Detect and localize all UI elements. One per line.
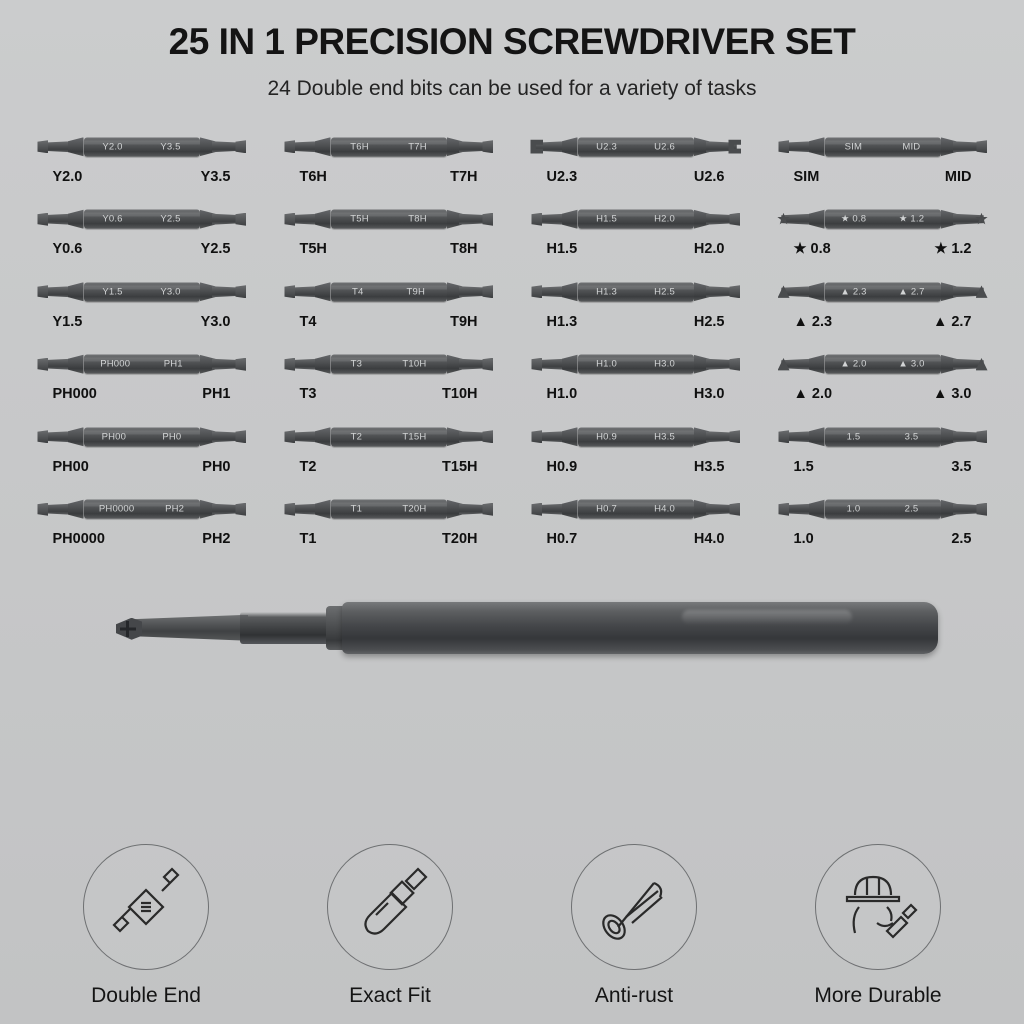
hex-tip-icon — [530, 212, 544, 227]
bit-item — [22, 272, 261, 345]
bit-image — [280, 127, 498, 167]
bit-engraving-right: U2.6 — [654, 141, 675, 153]
bit-image — [774, 489, 992, 529]
phillips-tip-icon — [234, 429, 248, 444]
bit-image — [527, 199, 745, 239]
bit-taper-left — [809, 210, 825, 229]
bit-engraving-left: PH00 — [101, 431, 127, 443]
bit-engraving-right: H4.0 — [654, 503, 675, 515]
bit-image — [33, 344, 251, 384]
flat-tip-icon — [975, 502, 989, 517]
torx-tip-icon — [283, 212, 297, 227]
bit-item — [22, 344, 261, 417]
bit-caption-right: Y2.5 — [200, 241, 231, 258]
bit-item — [763, 417, 1002, 490]
bit-engraving-left: T2 — [350, 431, 363, 443]
torx-tip-icon — [481, 212, 495, 227]
bit-caption-left: H1.5 — [546, 241, 578, 258]
bit-caption — [284, 386, 494, 402]
feature-label: Anti-rust — [594, 984, 674, 1007]
torx-tip-icon — [283, 429, 297, 444]
bit-caption — [37, 531, 247, 547]
bit-image — [527, 344, 745, 384]
bit-caption-right: T7H — [450, 168, 478, 185]
hex-tip-icon — [728, 502, 742, 517]
bit-caption-right: T20H — [442, 531, 478, 548]
bit-image — [280, 344, 498, 384]
bit-taper-left — [809, 355, 825, 374]
page-subtitle: 24 Double end bits can be used for a variety of tasks — [267, 76, 757, 100]
bit-caption-left: H1.0 — [546, 386, 578, 403]
feature-label: More Durable — [814, 984, 942, 1007]
bit-item — [269, 272, 508, 345]
flat-tip-icon — [975, 139, 989, 154]
bit-caption-left: T2 — [299, 458, 317, 475]
bit-caption — [37, 169, 247, 185]
double-end-bit-icon — [83, 844, 209, 970]
phillips-tip-icon — [36, 284, 50, 299]
bit-engraving-left: T3 — [350, 358, 363, 370]
bit-item — [22, 489, 261, 562]
bit-shank — [578, 427, 694, 446]
phillips-tip-icon — [36, 429, 50, 444]
hex-tip-icon — [728, 284, 742, 299]
bit-engraving-right: Y3.5 — [160, 141, 181, 153]
flat-tip-icon — [975, 429, 989, 444]
bit-caption-right: MID — [944, 168, 972, 185]
phillips-tip-icon — [234, 357, 248, 372]
bit-engraving-left: H1.5 — [596, 213, 617, 225]
bit-shank — [578, 500, 694, 519]
bit-engraving-left: H1.3 — [596, 286, 617, 298]
bit-shank — [331, 427, 447, 446]
bit-engraving-right: ▲ 3.0 — [898, 358, 925, 370]
bit-engraving-left: Y2.0 — [102, 141, 123, 153]
bit-caption-right: U2.6 — [693, 168, 725, 185]
bit-engraving-left: 1.0 — [846, 503, 861, 515]
bit-taper-left — [315, 355, 331, 374]
bit-engraving-right: 2.5 — [904, 503, 919, 515]
bit-engraving-left: T6H — [350, 141, 369, 153]
bit-engraving-left: H0.7 — [596, 503, 617, 515]
bit-shank — [331, 137, 447, 156]
bit-engraving-right: PH1 — [163, 358, 183, 370]
bit-taper-left — [562, 427, 578, 446]
hex-tip-icon — [728, 429, 742, 444]
feature-item — [46, 844, 246, 1008]
bit-image — [280, 272, 498, 312]
bit-caption-left: H0.7 — [546, 531, 578, 548]
bit-caption — [284, 314, 494, 330]
phillips-tip-icon — [234, 212, 248, 227]
bit-item — [22, 199, 261, 272]
bit-image — [774, 199, 992, 239]
bit-engraving-left: T1 — [350, 503, 363, 515]
features-row — [0, 844, 1024, 1008]
bit-caption-right: ★ 1.2 — [934, 241, 972, 258]
torx-tip-icon — [283, 502, 297, 517]
bit-shank — [84, 427, 200, 446]
hex-tip-icon — [530, 284, 544, 299]
bit-item — [516, 127, 755, 200]
feature-label: Exact Fit — [349, 984, 431, 1007]
bit-caption-left: 1.5 — [793, 458, 814, 475]
bit-shank — [331, 355, 447, 374]
bit-shank — [84, 355, 200, 374]
bit-item — [22, 127, 261, 200]
bit-engraving-left: U2.3 — [596, 141, 617, 153]
bit-taper-left — [315, 137, 331, 156]
bit-item — [763, 272, 1002, 345]
bit-image — [774, 272, 992, 312]
bit-image — [527, 489, 745, 529]
bit-engraving-right: ★ 1.2 — [898, 213, 925, 225]
bit-caption-right: T9H — [450, 313, 478, 330]
bit-engraving-right: H2.0 — [654, 213, 675, 225]
bit-caption-left: T4 — [299, 313, 317, 330]
bit-caption-right: T8H — [450, 241, 478, 258]
bit-engraving-left: ▲ 2.3 — [840, 286, 867, 298]
torx-tip-icon — [481, 429, 495, 444]
bit-engraving-right: T10H — [402, 358, 427, 370]
phillips-tip-icon — [36, 139, 50, 154]
bit-caption-right: T10H — [442, 386, 478, 403]
bit-caption — [778, 314, 988, 330]
bit-caption-right: PH1 — [202, 386, 231, 403]
bit-shank — [84, 210, 200, 229]
bit-taper-left — [68, 137, 84, 156]
bit-caption-left: Y2.0 — [52, 168, 83, 185]
hex-tip-icon — [728, 212, 742, 227]
feature-item — [534, 844, 734, 1008]
bit-shank — [84, 137, 200, 156]
hex-tip-icon — [530, 357, 544, 372]
bit-image — [527, 417, 745, 457]
bit-image — [774, 344, 992, 384]
bit-engraving-right: T9H — [406, 286, 426, 298]
bit-image — [33, 272, 251, 312]
torx-tip-icon — [283, 357, 297, 372]
bit-taper-left — [809, 282, 825, 301]
fork-tip-icon — [530, 139, 544, 154]
bit-item — [516, 489, 755, 562]
bit-taper-left — [315, 500, 331, 519]
bit-taper-left — [809, 500, 825, 519]
bit-caption-left: U2.3 — [546, 168, 578, 185]
torx-tip-icon — [481, 357, 495, 372]
bit-caption-right: Y3.5 — [200, 168, 231, 185]
bit-caption — [531, 241, 741, 257]
bit-image — [527, 272, 745, 312]
flat-tip-icon — [777, 429, 791, 444]
bit-image — [33, 489, 251, 529]
bit-caption-left: H0.9 — [546, 458, 578, 475]
handle-area — [0, 574, 1024, 694]
hex-tip-icon — [530, 429, 544, 444]
bit-shank — [331, 210, 447, 229]
bit-engraving-right: H3.0 — [654, 358, 675, 370]
bit-item — [269, 489, 508, 562]
bit-taper-left — [809, 137, 825, 156]
screwdriver-icon — [327, 844, 453, 970]
bit-shank — [825, 210, 941, 229]
bit-engraving-right: MID — [902, 141, 921, 153]
bit-image — [33, 127, 251, 167]
bit-taper-left — [562, 210, 578, 229]
bit-item — [763, 127, 1002, 200]
bit-caption-left: 1.0 — [793, 531, 814, 548]
bit-taper-left — [315, 210, 331, 229]
bit-engraving-left: PH0000 — [98, 503, 135, 515]
bit-caption — [37, 386, 247, 402]
bit-taper-left — [68, 427, 84, 446]
bit-shank — [825, 282, 941, 301]
bit-item — [516, 344, 755, 417]
bit-shank — [825, 355, 941, 374]
bit-engraving-left: T4 — [351, 286, 364, 298]
bit-taper-left — [562, 137, 578, 156]
torx-tip-icon — [481, 139, 495, 154]
tri-tip-icon — [975, 357, 989, 372]
torx-tip-icon — [283, 139, 297, 154]
bit-shank — [84, 282, 200, 301]
bit-shank — [578, 210, 694, 229]
bit-engraving-right: Y2.5 — [160, 213, 181, 225]
phillips-tip-icon — [36, 212, 50, 227]
bit-caption — [531, 169, 741, 185]
bit-taper-left — [68, 282, 84, 301]
bit-taper-left — [68, 500, 84, 519]
bit-caption — [531, 459, 741, 475]
bit-engraving-right: Y3.0 — [160, 286, 181, 298]
bit-shank — [825, 427, 941, 446]
bit-caption — [284, 459, 494, 475]
phillips-tip-icon — [234, 139, 248, 154]
header — [0, 0, 1024, 101]
bit-taper-left — [315, 427, 331, 446]
bit-item — [763, 489, 1002, 562]
bit-caption-left: PH0000 — [52, 531, 105, 548]
bit-caption — [778, 531, 988, 547]
bit-engraving-right: T8H — [408, 213, 427, 225]
bit-caption — [778, 169, 988, 185]
bit-shank — [331, 282, 447, 301]
bit-engraving-left: PH000 — [100, 358, 131, 370]
bit-caption-right: 3.5 — [951, 458, 972, 475]
bit-engraving-left: SIM — [844, 141, 863, 153]
bit-item — [269, 344, 508, 417]
bit-taper-left — [809, 427, 825, 446]
bit-image — [280, 199, 498, 239]
bit-caption-right: PH0 — [202, 458, 231, 475]
bit-shank — [825, 500, 941, 519]
bit-engraving-right: T15H — [402, 431, 427, 443]
bit-caption — [531, 386, 741, 402]
bit-caption — [37, 241, 247, 257]
bit-image — [774, 127, 992, 167]
bit-caption-left: ▲ 2.3 — [793, 313, 833, 330]
feature-label: Double End — [91, 984, 201, 1007]
bit-item — [269, 127, 508, 200]
bit-caption-left: T6H — [299, 168, 327, 185]
star-tip-icon — [777, 212, 791, 227]
bit-caption — [37, 459, 247, 475]
bit-taper-left — [68, 210, 84, 229]
bit-engraving-right: PH0 — [162, 431, 182, 443]
bit-item — [269, 417, 508, 490]
bit-engraving-left: Y1.5 — [102, 286, 123, 298]
bit-caption-left: PH00 — [52, 458, 89, 475]
star-tip-icon — [975, 212, 989, 227]
bit-caption — [284, 531, 494, 547]
bit-engraving-right: H2.5 — [654, 286, 675, 298]
bit-shank — [84, 500, 200, 519]
phillips-tip-icon — [36, 502, 50, 517]
bit-caption-right: H4.0 — [693, 531, 725, 548]
bit-item — [763, 199, 1002, 272]
bit-caption-left: SIM — [793, 168, 820, 185]
bit-taper-left — [562, 282, 578, 301]
bit-taper-left — [315, 282, 331, 301]
phillips-tip-icon — [234, 502, 248, 517]
bits-grid — [0, 127, 1024, 562]
torx-tip-icon — [481, 502, 495, 517]
bit-caption-right: H3.0 — [693, 386, 725, 403]
bit-caption-right: ▲ 3.0 — [932, 386, 972, 403]
tri-tip-icon — [975, 284, 989, 299]
bit-engraving-left: ★ 0.8 — [840, 213, 867, 225]
bit-engraving-left: T5H — [350, 213, 369, 225]
bit-item — [516, 272, 755, 345]
bit-item — [269, 199, 508, 272]
page-title: 25 IN 1 PRECISION SCREWDRIVER SET — [168, 21, 856, 62]
bit-image — [774, 417, 992, 457]
bit-engraving-left: Y0.6 — [102, 213, 123, 225]
bit-image — [280, 489, 498, 529]
tri-tip-icon — [777, 357, 791, 372]
bit-engraving-left: ▲ 2.0 — [840, 358, 867, 370]
fork-tip-icon — [728, 139, 742, 154]
bit-taper-left — [562, 500, 578, 519]
phillips-tip-icon — [234, 284, 248, 299]
bit-shank — [578, 137, 694, 156]
bit-caption-left: ▲ 2.0 — [793, 386, 833, 403]
bit-image — [33, 199, 251, 239]
bit-caption — [37, 314, 247, 330]
bit-caption — [531, 531, 741, 547]
bit-taper-left — [68, 355, 84, 374]
bit-caption-left: T1 — [299, 531, 317, 548]
phillips-tip-icon — [36, 357, 50, 372]
bit-shank — [578, 355, 694, 374]
torx-tip-icon — [283, 284, 297, 299]
bit-caption-right: PH2 — [202, 531, 231, 548]
bit-caption — [778, 459, 988, 475]
worker-helmet-icon — [815, 844, 941, 970]
hex-tip-icon — [728, 357, 742, 372]
bit-engraving-left: H1.0 — [596, 358, 617, 370]
bit-caption-left: H1.3 — [546, 313, 578, 330]
bit-item — [22, 417, 261, 490]
bit-caption-left: PH000 — [52, 386, 97, 403]
bit-image — [527, 127, 745, 167]
bit-caption-right: 2.5 — [951, 531, 972, 548]
bit-caption-right: ▲ 2.7 — [932, 313, 972, 330]
tri-tip-icon — [777, 284, 791, 299]
bit-caption-right: H2.5 — [693, 313, 725, 330]
bit-caption — [778, 386, 988, 402]
bit-taper-left — [562, 355, 578, 374]
bit-engraving-right: PH2 — [165, 503, 185, 515]
bit-item — [516, 199, 755, 272]
steel-tube-icon — [571, 844, 697, 970]
bit-caption — [284, 169, 494, 185]
bit-caption-right: H2.0 — [693, 241, 725, 258]
bit-image — [280, 417, 498, 457]
bit-item — [763, 344, 1002, 417]
precision-screwdriver-handle — [120, 602, 938, 654]
bit-engraving-right: ▲ 2.7 — [898, 286, 925, 298]
bit-engraving-left: 1.5 — [846, 431, 861, 443]
bit-caption-left: T3 — [299, 386, 317, 403]
bit-caption — [531, 314, 741, 330]
feature-item — [290, 844, 490, 1008]
bit-engraving-right: T20H — [402, 503, 427, 515]
bit-caption-left: Y1.5 — [52, 313, 83, 330]
hex-tip-icon — [530, 502, 544, 517]
bit-engraving-right: 3.5 — [904, 431, 919, 443]
bit-caption-left: ★ 0.8 — [793, 241, 831, 258]
bit-caption — [778, 241, 988, 257]
bit-shank — [578, 282, 694, 301]
phillips-tip-icon — [116, 618, 142, 640]
handle-body — [342, 602, 938, 654]
bit-item — [516, 417, 755, 490]
bit-engraving-left: H0.9 — [596, 431, 617, 443]
bit-caption-right: T15H — [442, 458, 478, 475]
bit-caption — [284, 241, 494, 257]
bit-caption-left: T5H — [299, 241, 327, 258]
bit-engraving-right: H3.5 — [654, 431, 675, 443]
bit-shank — [331, 500, 447, 519]
flat-tip-icon — [777, 502, 791, 517]
bit-image — [33, 417, 251, 457]
bit-engraving-right: T7H — [408, 141, 427, 153]
bit-caption-right: H3.5 — [693, 458, 725, 475]
bit-caption-right: Y3.0 — [200, 313, 231, 330]
flat-tip-icon — [777, 139, 791, 154]
feature-item — [778, 844, 978, 1008]
bit-caption-left: Y0.6 — [52, 241, 83, 258]
bit-shank — [825, 137, 941, 156]
torx-tip-icon — [481, 284, 495, 299]
